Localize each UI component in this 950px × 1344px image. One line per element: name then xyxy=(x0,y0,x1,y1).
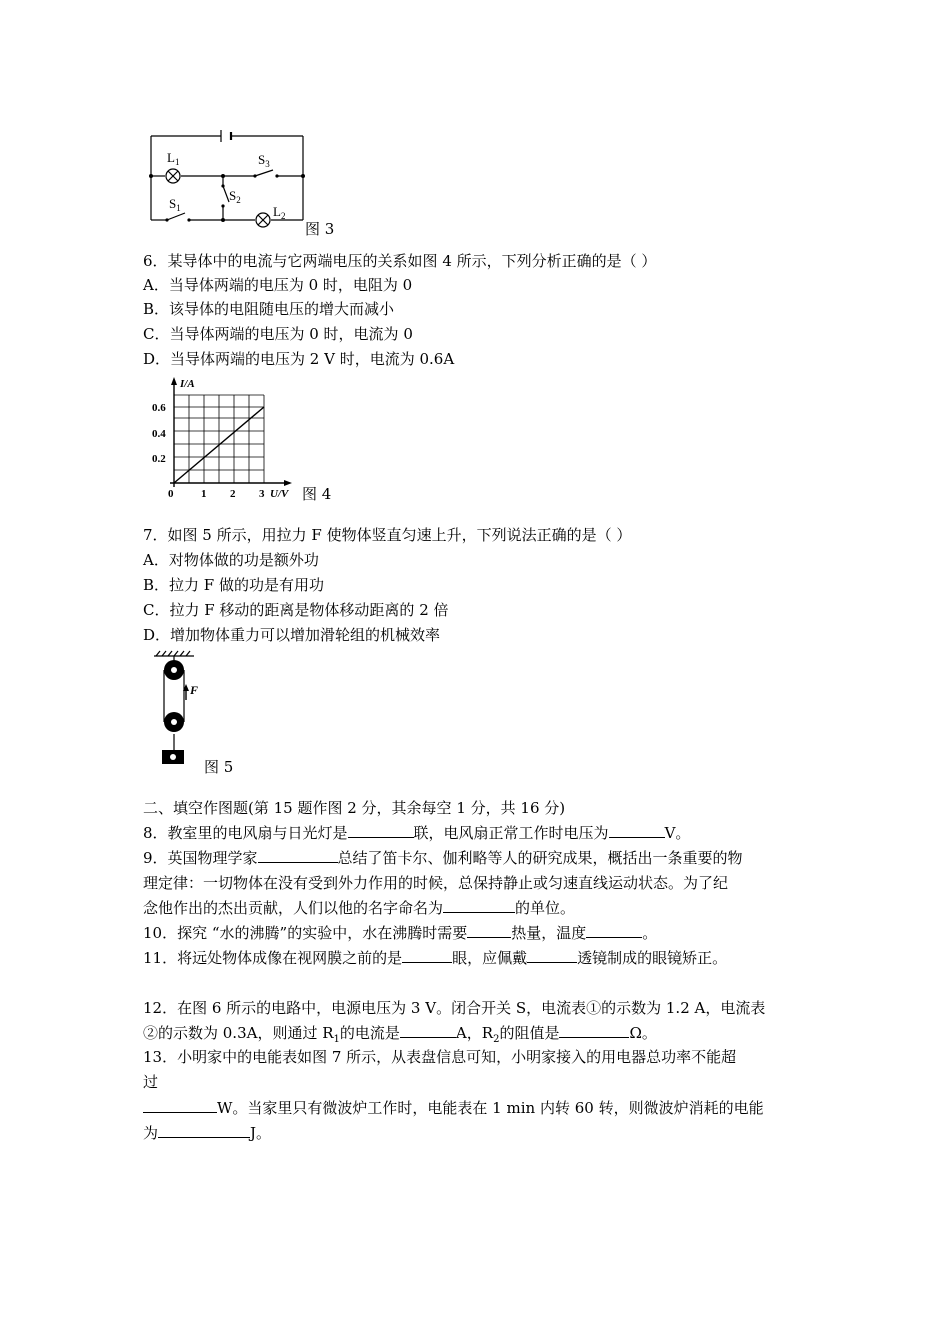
q13-line-2: 过 xyxy=(143,1073,159,1091)
q6-option-d: D．当导体两端的电压为 2 V 时，电流为 0.6A xyxy=(143,350,455,368)
q13-blank-1[interactable] xyxy=(143,1097,217,1113)
q6-option-c: C．当导体两端的电压为 0 时，电流为 0 xyxy=(143,325,413,343)
q11: 11．将远处物体成像在视网膜之前的是 眼，应佩戴 透镜制成的眼镜矫正。 xyxy=(143,949,728,967)
switch-contact xyxy=(165,218,168,221)
force-label: F xyxy=(190,683,199,697)
label-l2: $L_2$ xyxy=(273,204,286,221)
q7-stem: 7．如图 5 所示，用拉力 F 使物体竖直匀速上升，下列说法正确的是（ ） xyxy=(143,526,632,544)
q7-option-d: D．增加物体重力可以增加滑轮组的机械效率 xyxy=(143,626,441,644)
x-axis-label: U/V xyxy=(270,488,289,500)
q6-option-b: B．该导体的电阻随电压的增大而减小 xyxy=(143,300,395,318)
label-s3: $S_3$ xyxy=(258,152,270,169)
q7-option-a: A．对物体做的功是额外功 xyxy=(143,551,319,569)
q6-option-a: A．当导体两端的电压为 0 时，电阻为 0 xyxy=(143,276,413,294)
switch-contact xyxy=(221,184,224,187)
y-tick-0.2: 0.2 xyxy=(152,453,166,465)
q9-line-1: 9．英国物理学家 总结了笛卡尔、伽利略等人的研究成果，概括出一条重要的物 xyxy=(143,849,743,867)
x-tick-2: 2 xyxy=(230,488,236,500)
y-tick-0.4: 0.4 xyxy=(152,428,166,440)
x-axis-arrow xyxy=(284,480,292,486)
figure-4-caption: 图 4 xyxy=(302,485,332,503)
switch-s3-blade xyxy=(255,170,273,176)
switch-contact xyxy=(275,174,278,177)
figure-5-pulley xyxy=(148,650,208,770)
q7-option-b: B．拉力 F 做的功是有用功 xyxy=(143,576,324,594)
q13-blank-2[interactable] xyxy=(158,1122,250,1138)
y-axis-label: I/A xyxy=(180,378,195,390)
q8-blank-1[interactable] xyxy=(348,822,414,838)
q11-blank-2[interactable] xyxy=(527,947,577,963)
junction-dot xyxy=(149,174,153,178)
q13-line-4: 为 J。 xyxy=(143,1124,272,1142)
q6-stem: 6．某导体中的电流与它两端电压的关系如图 4 所示，下列分析正确的是（ ） xyxy=(143,252,657,270)
switch-contact xyxy=(221,204,224,207)
section-2-title: 二、填空作图题(第 15 题作图 2 分，其余每空 1 分，共 16 分) xyxy=(143,799,566,817)
q12-line-2: ②的示数为 0.3A，则通过 $R_1$的电流是 A，$R_2$的阻值是 Ω。 xyxy=(143,1024,657,1045)
iu-graph xyxy=(148,375,308,505)
q12-line-1: 12．在图 6 所示的电路中，电源电压为 3 V。闭合开关 S，电流表①的示数为 1.2 A，电流表 xyxy=(143,999,766,1017)
x-tick-1: 1 xyxy=(201,488,207,500)
pulley-diagram xyxy=(148,650,208,770)
switch-s1-blade xyxy=(167,213,185,220)
label-l1: $L_1$ xyxy=(167,150,180,167)
q7-option-c: C．拉力 F 移动的距离是物体移动距离的 2 倍 xyxy=(143,601,449,619)
label-s1: $S_1$ xyxy=(169,196,181,213)
y-tick-0.6: 0.6 xyxy=(152,402,166,414)
q12-blank-2[interactable] xyxy=(559,1022,629,1038)
figure-3-caption: 图 3 xyxy=(305,220,335,238)
q8-blank-2[interactable] xyxy=(609,822,665,838)
x-tick-3: 3 xyxy=(259,488,265,500)
switch-contact xyxy=(253,174,256,177)
junction-dot xyxy=(221,218,225,222)
q13-line-1: 13．小明家中的电能表如图 7 所示，从表盘信息可知，小明家接入的用电器总功率不能超 xyxy=(143,1048,737,1066)
q10-blank-1[interactable] xyxy=(467,922,511,938)
q9-blank-2[interactable] xyxy=(443,897,515,913)
q9-line-3: 念他作出的杰出贡献，人们以他的名字命名为 的单位。 xyxy=(143,899,576,917)
junction-dot xyxy=(221,174,225,178)
q9-line-2: 理定律：一切物体在没有受到外力作用的时候，总保持静止或匀速直线运动状态。为了纪 xyxy=(143,874,729,892)
q9-blank-1[interactable] xyxy=(258,847,338,863)
junction-dot xyxy=(301,174,305,178)
q11-blank-1[interactable] xyxy=(402,947,452,963)
figure-4-graph xyxy=(148,375,308,505)
figure-5-caption: 图 5 xyxy=(204,758,234,776)
y-axis-arrow xyxy=(171,377,177,385)
q13-line-3: W。当家里只有微波炉工作时，电能表在 1 min 内转 60 转，则微波炉消耗的电能 xyxy=(143,1097,764,1119)
q10: 10．探究 “水的沸腾”的实验中，水在沸腾时需要 热量，温度 。 xyxy=(143,924,658,942)
q8: 8．教室里的电风扇与日光灯是 联，电风扇正常工作时电压为 V。 xyxy=(143,824,691,842)
x-tick-0: 0 xyxy=(168,488,174,500)
q12-blank-1[interactable] xyxy=(400,1022,456,1038)
switch-contact xyxy=(187,218,190,221)
q10-blank-2[interactable] xyxy=(586,922,642,938)
label-s2: $S_2$ xyxy=(229,188,241,205)
